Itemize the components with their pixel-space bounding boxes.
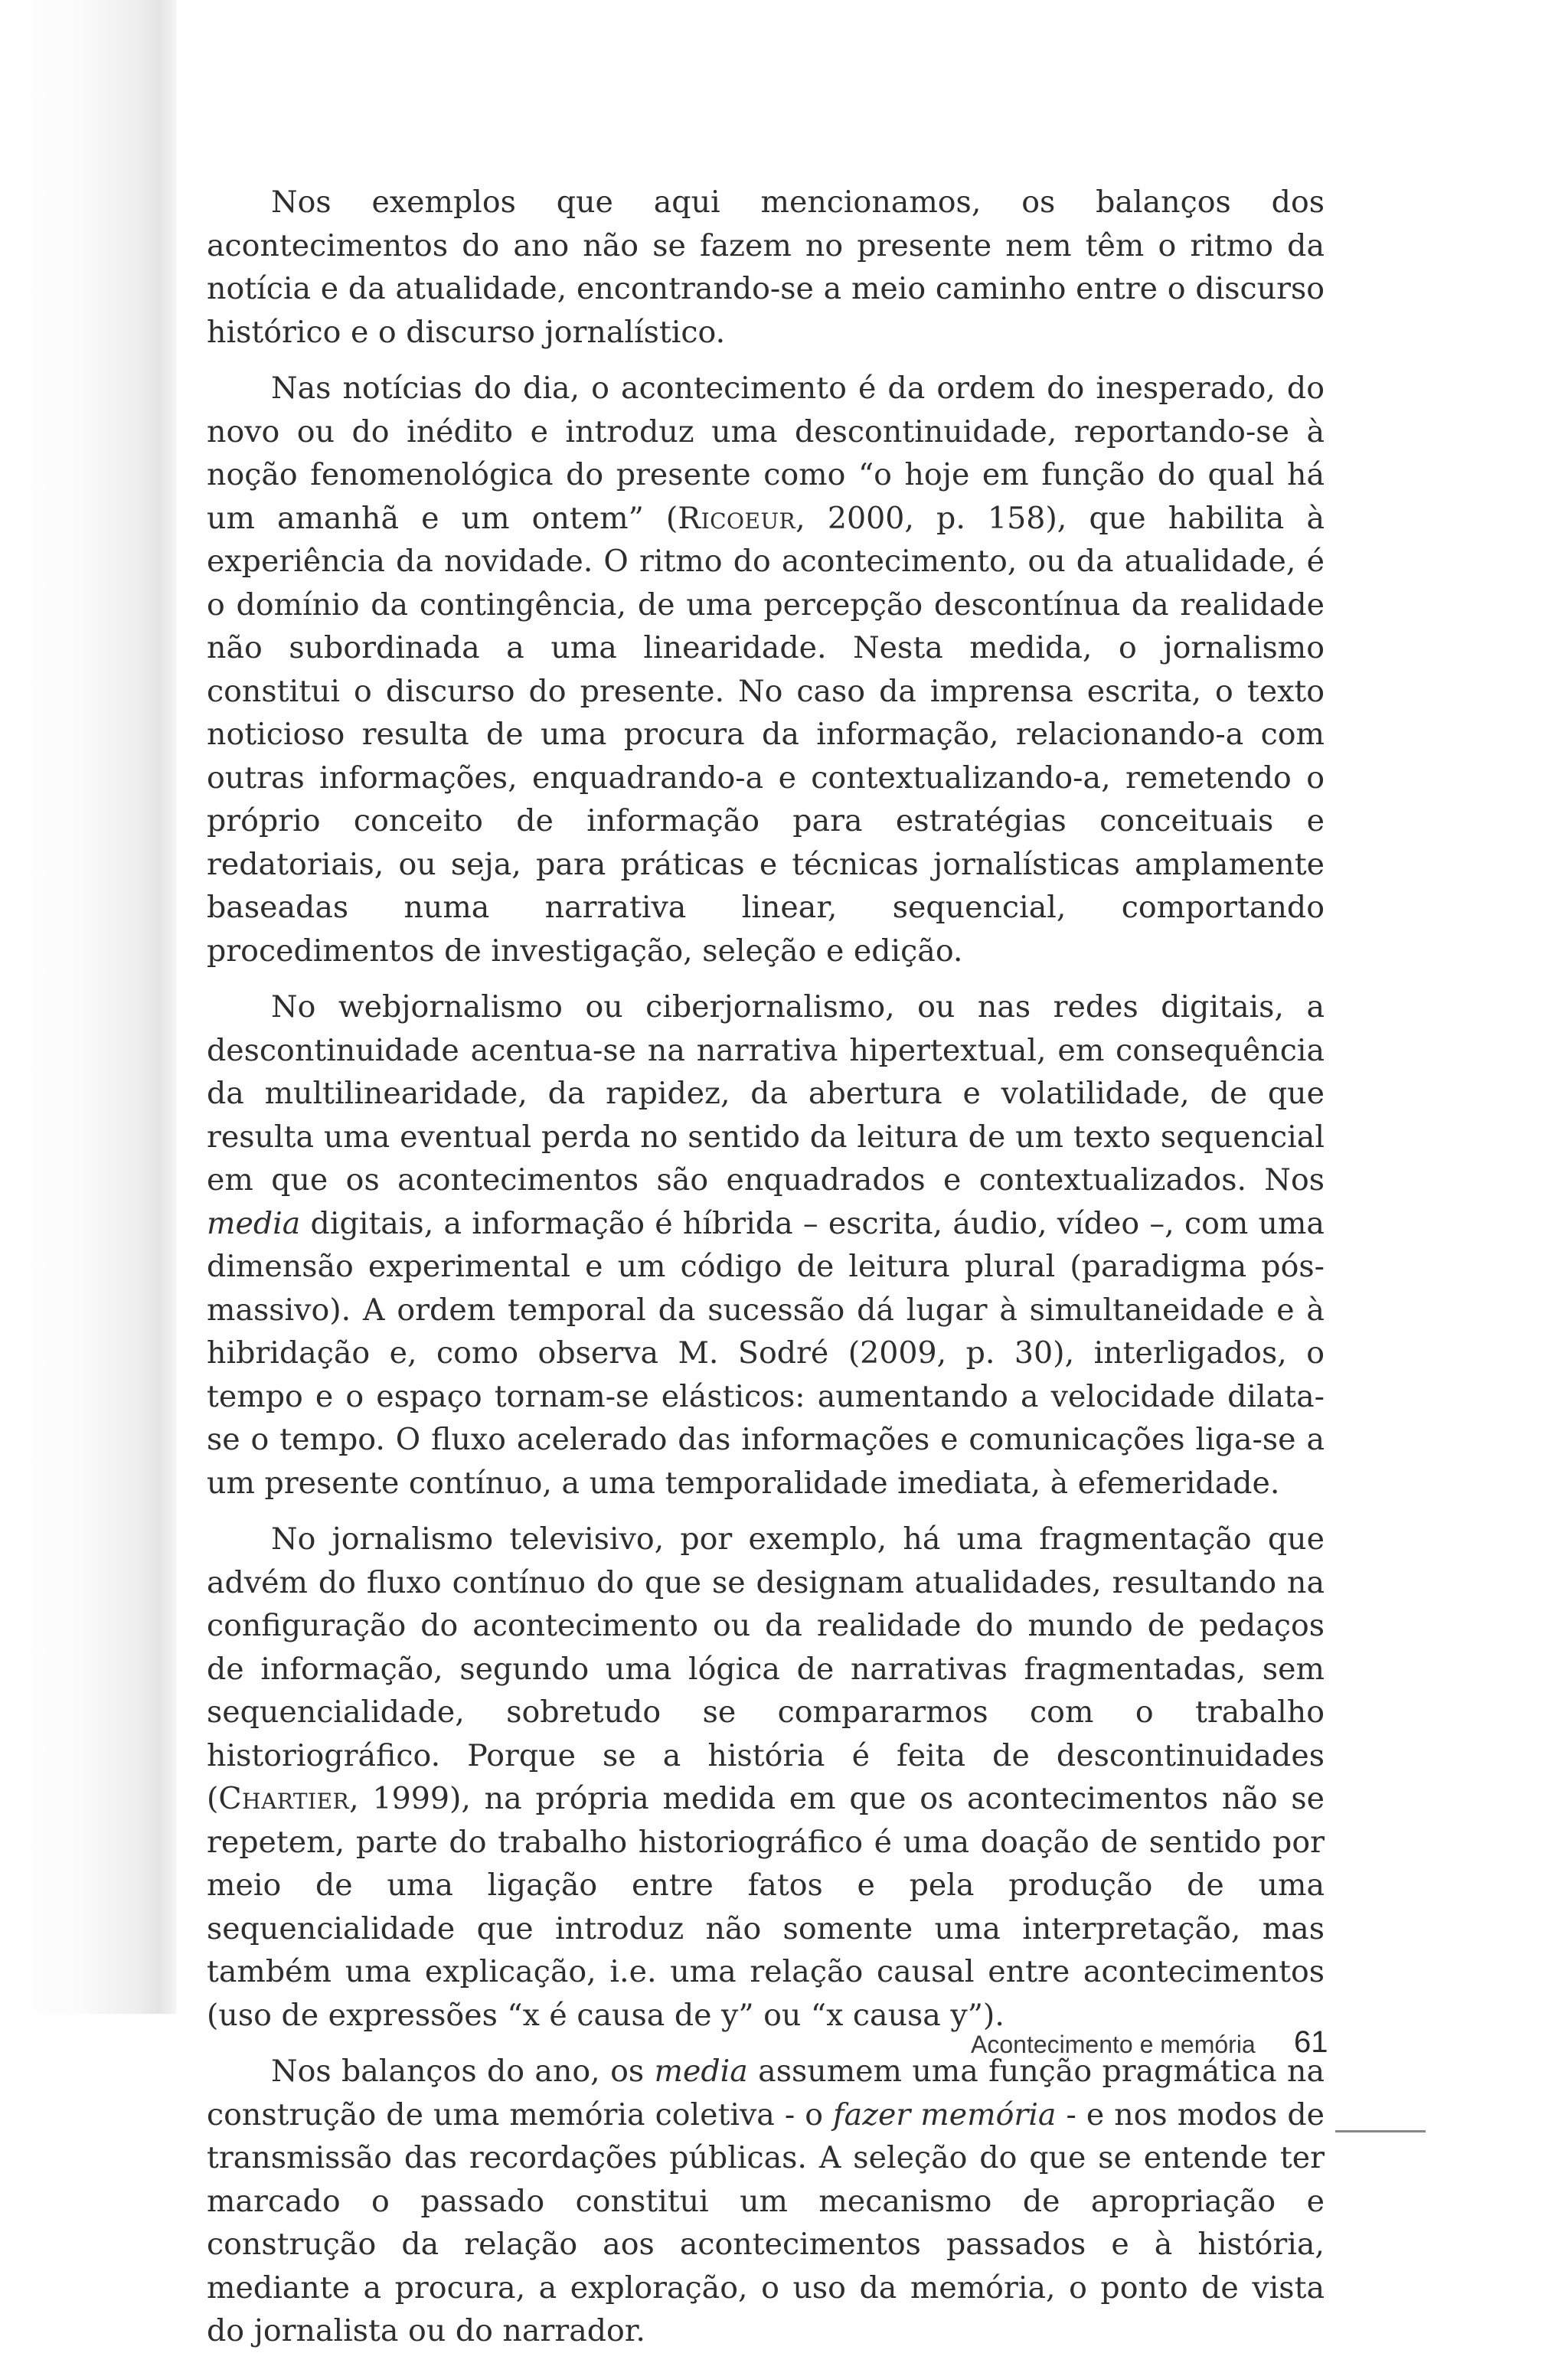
text-run: No webjornalismo ou ciberjornalismo, ou nas redes digitais, a descontinuidade acentua-se na narrativa hipertextual, em consequência da multilinearidade, da rapidez, da abertura e volatilidade, de que resulta uma eventual perda no sentido da leitura de um texto sequencial em que os acontecimentos são enquadrados e contextualizados. Nos [207, 989, 1325, 1198]
page-number: 61 [1294, 2025, 1328, 2059]
text-run: Ricoeur [678, 500, 796, 536]
text-run: Nas notícias do dia, o acontecimento é da ordem do inesperado, do novo ou do inédito e introduz uma descontinuidade, reportando-se à noção fenomenológica do presente como “o hoje em função do qual há um amanhã e um ontem” ( [207, 371, 1325, 536]
text-run: media [207, 1205, 301, 1241]
text-run: - e nos modos de transmissão das recordações públicas. A seleção do que se entende ter marcado o passado constitui um mecanismo de apropriação e construção da relação aos acontecimentos passados e à história, mediante a procura, a exploração, o uso da memória, o ponto de vista do jornalista ou do narrador. [207, 2096, 1325, 2348]
footer-rule [1335, 2130, 1426, 2132]
running-title: Acontecimento e memória [971, 2031, 1256, 2058]
text-run: Nos balanços do ano, os [271, 2054, 655, 2089]
paragraph-1 [207, 181, 1325, 354]
text-run: No jornalismo televisivo, por exemplo, há uma fragmentação que advém do fluxo contínuo do que se designam atualidades, resultando na configuração do acontecimento ou da realidade do mundo de pedaços de informação, segundo uma lógica de narrativas fragmentadas, sem sequencialidade, sobretudo se compararmos com o trabalho historiográfico. Porque se a história é feita de descontinuidades ( [207, 1521, 1325, 1816]
text-run: fazer memória [833, 2096, 1057, 2132]
scan-gutter-shadow [0, 0, 176, 2014]
text-run: assumem uma função pragmática na construção de uma memória coletiva - o [207, 2054, 1325, 2132]
paragraph-2 [207, 367, 1325, 972]
text-run: Nos exemplos que aqui mencionamos, os balanços dos acontecimentos do ano não se fazem no presente nem têm o ritmo da notícia e da atualidade, encontrando-se a meio caminho entre o discurso histórico e o discurso jornalístico. [207, 185, 1325, 350]
text-run: , 2000, p. 158), que habilita à experiência da novidade. O ritmo do acontecimento, ou da atualidade, é o domínio da contingência, de uma percepção descontínua da realidade não subordinada a uma linearidade. Nesta medida, o jornalismo constitui o discurso do presente. No caso da imprensa escrita, o texto noticioso resulta de uma procura da informação, relacionando-a com outras informações, enquadrando-a e contextualizando-a, remetendo o próprio conceito de informação para estratégias conceituais e redatoriais, ou seja, para práticas e técnicas jornalísticas amplamente baseadas numa narrativa linear, sequencial, comportando procedimentos de investigação, seleção e edição. [207, 500, 1325, 969]
paragraph-3 [207, 985, 1325, 1505]
text-run: media [654, 2054, 748, 2089]
text-run: , 1999), na própria medida em que os acontecimentos não se repetem, parte do trabalho historiográfico é uma doação de sentido por meio de uma ligação entre fatos e pela produção de uma sequencialidade que introduz não somente uma interpretação, mas também uma explicação, i.e. uma relação causal entre acontecimentos (uso de expressões “x é causa de y” ou “x causa y”). [207, 1781, 1325, 2033]
paragraph-5 [207, 2050, 1325, 2353]
text-run: digitais, a informação é híbrida – escrita, áudio, vídeo –, com uma dimensão experimental e um código de leitura plural (paradigma pós-massivo). A ordem temporal da sucessão dá lugar à simultaneidade e à hibridação e, como observa M. Sodré (2009, p. 30), interligados, o tempo e o espaço tornam-se elásticos: aumentando a velocidade dilata-se o tempo. O fluxo acelerado das informações e comunicações liga-se a um presente contínuo, a uma temporalidade imediata, à efemeridade. [207, 1205, 1325, 1501]
text-run: Chartier [218, 1781, 350, 1816]
paragraph-4 [207, 1518, 1325, 2037]
